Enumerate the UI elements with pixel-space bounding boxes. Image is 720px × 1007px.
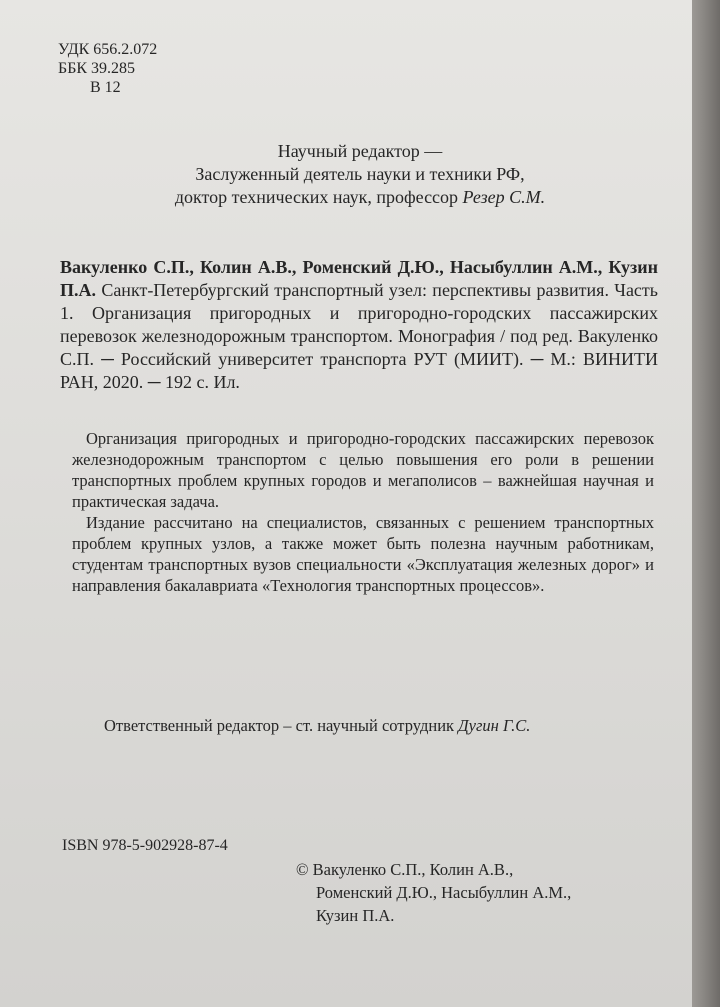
copyright-line: Кузин П.А. bbox=[316, 906, 395, 925]
bibliographic-description: Санкт-Петербургский транспортный узел: перспективы развития. Часть 1. Организация пригородных и пригородно-городских пассажирских перевозок железнодорожным транспортом. Монография / под ред. Вакуленко С.П. ─ Российский университет транспорта РУТ (МИИТ). ─ М.: ВИНИТИ РАН, 2020. ─ 192 с. Ил. bbox=[60, 280, 659, 392]
bbk-code: ББК 39.285 bbox=[58, 60, 136, 77]
scientific-editor-degree bbox=[100, 186, 620, 209]
copyright-line: Роменский Д.Ю., Насыбуллин А.М., bbox=[316, 883, 572, 902]
responsible-editor bbox=[104, 716, 530, 736]
bibliographic-authors: Вакуленко С.П., Колин А.В., Роменский Д.Ю., Насыбуллин А.М., Кузин П.А. bbox=[60, 257, 658, 300]
responsible-editor-name: Дугин Г.С. bbox=[458, 716, 531, 735]
author-mark: В 12 bbox=[90, 79, 121, 96]
responsible-editor-label: Ответственный редактор – ст. научный сотрудник bbox=[104, 716, 455, 735]
scientific-editor-degree-text: доктор технических наук, профессор bbox=[174, 187, 459, 207]
abstract-block bbox=[72, 428, 654, 596]
udk-code: УДК 656.2.072 bbox=[58, 41, 158, 58]
page-edge bbox=[692, 0, 720, 1007]
abstract-paragraph: Организация пригородных и пригородно-городских пассажирских перевозок железнодорожным транспортом с целью повышения его роли в решении транспортных проблем крупных городов и мегаполисов – важнейшая научная и практическая задача. bbox=[72, 429, 654, 511]
isbn: ISBN 978-5-902928-87-4 bbox=[62, 837, 228, 854]
bibliographic-record bbox=[60, 256, 658, 394]
scientific-editor-title: Заслуженный деятель науки и техники РФ, bbox=[195, 164, 525, 184]
copyright-block bbox=[296, 858, 571, 927]
scientific-editor-block bbox=[100, 140, 620, 209]
classification-block bbox=[58, 40, 157, 97]
copyright-line: © Вакуленко С.П., Колин А.В., bbox=[296, 860, 514, 879]
scientific-editor-label: Научный редактор — bbox=[277, 141, 443, 161]
abstract-paragraph: Издание рассчитано на специалистов, связанных с решением транспортных проблем крупных узлов, а также может быть полезна научным работникам, студентам транспортных вузов специальности «Эксплуатация железных дорог» и направления бакалавриата «Технология транспортных процессов». bbox=[72, 513, 654, 595]
scientific-editor-name: Резер С.М. bbox=[462, 187, 546, 207]
